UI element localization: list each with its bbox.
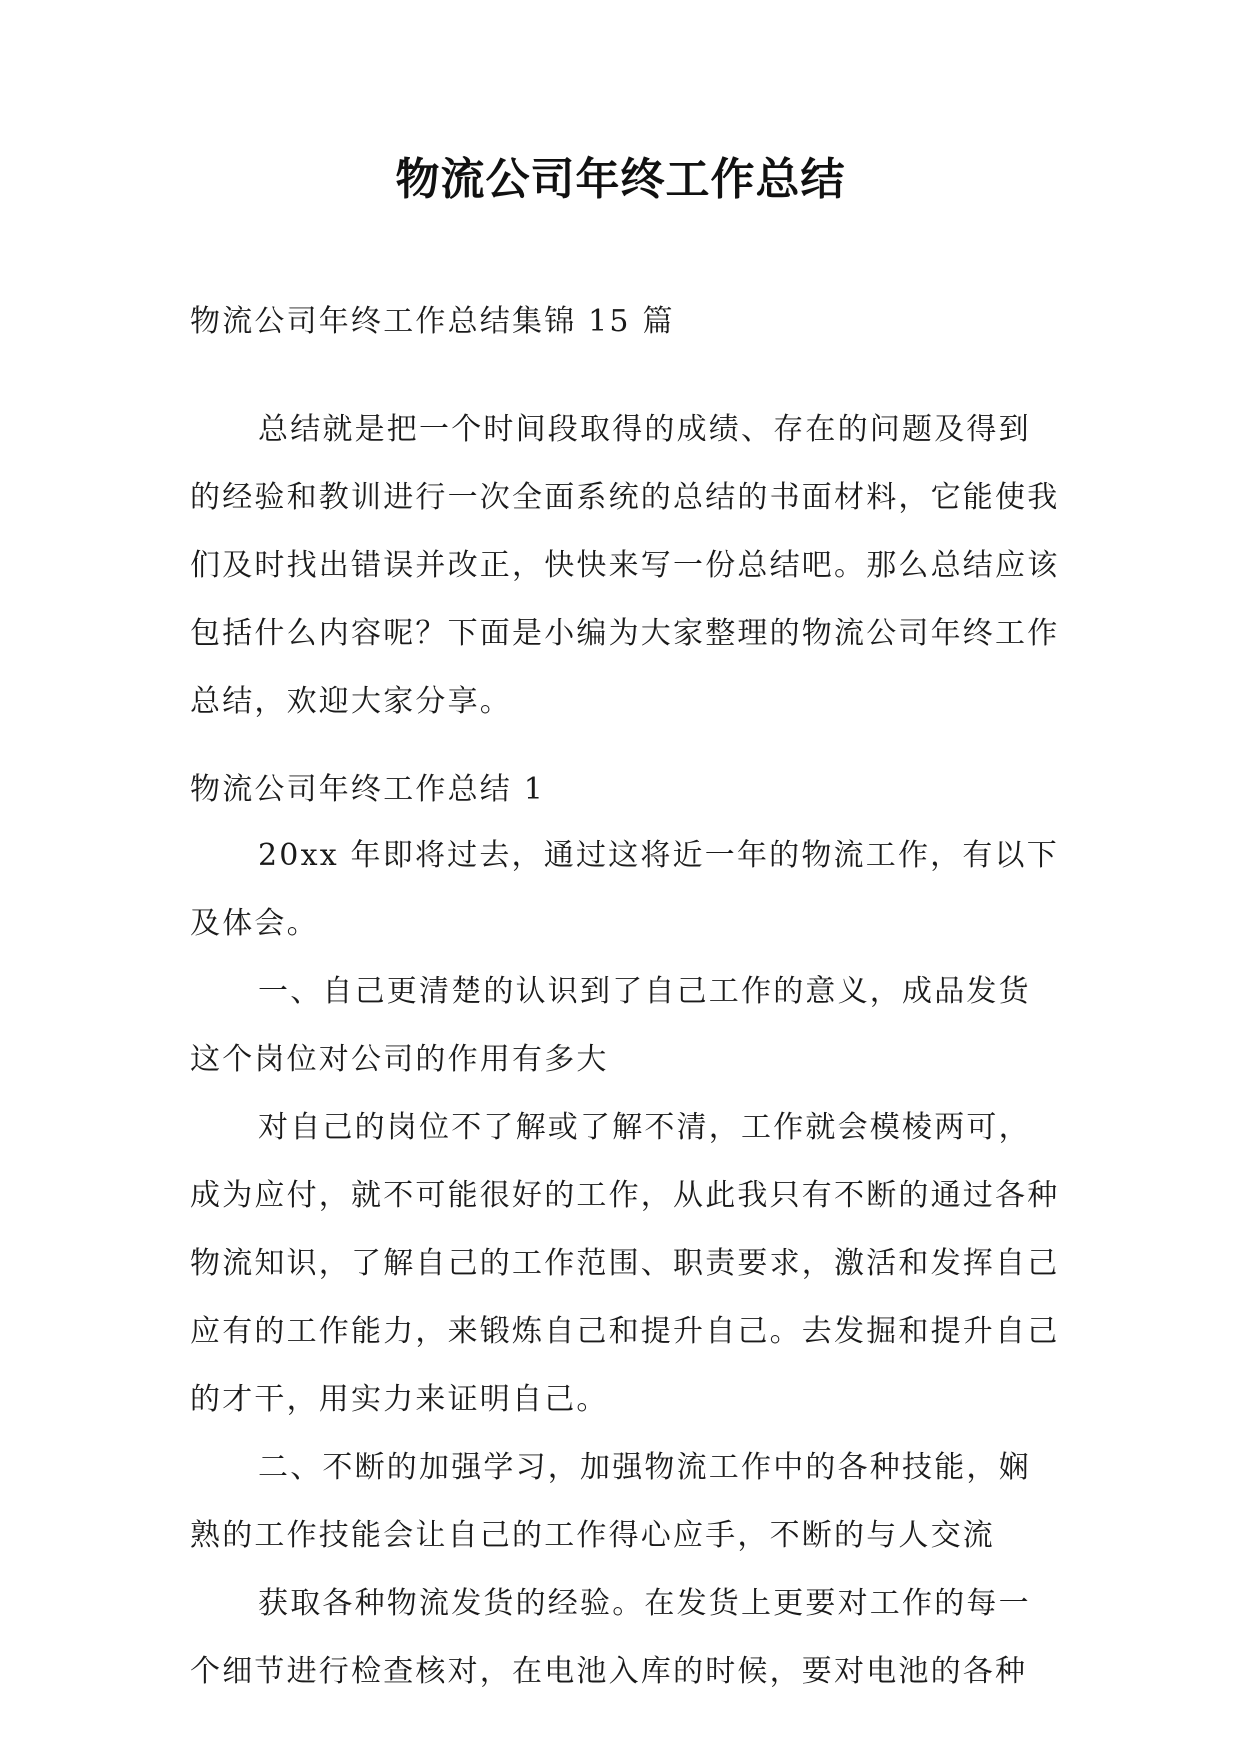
paragraph: 一、自己更清楚的认识到了自己工作的意义，成品发货这个岗位对公司的作用有多大: [190, 974, 1031, 1077]
section-heading: 物流公司年终工作总结 1: [190, 772, 546, 807]
paragraph: 对自己的岗位不了解或了解不清，工作就会模棱两可，成为应付，就不可能很好的工作，从此我只有不断的通过各种物流知识，了解自己的工作范围、职责要求，激活和发挥自己应有的工作能力，来锻炼自己和提升自己。去发掘和提升自己的才干，用实力来证明自己。: [190, 1110, 1060, 1417]
section-content: [190, 822, 1060, 1706]
document-subtitle: 物流公司年终工作总结集锦 15 篇: [190, 304, 675, 339]
paragraph: 获取各种物流发货的经验。在发货上更要对工作的每一个细节进行检查核对，在电池入库的时候，要对电池的各种: [190, 1586, 1031, 1689]
paragraph: 20xx 年即将过去，通过这将近一年的物流工作，有以下及体会。: [190, 838, 1059, 941]
paragraph: 二、不断的加强学习，加强物流工作中的各种技能，娴熟的工作技能会让自己的工作得心应手，不断的与人交流: [190, 1450, 1031, 1553]
document-title: 物流公司年终工作总结: [395, 154, 846, 205]
intro-paragraph: 总结就是把一个时间段取得的成绩、存在的问题及得到的经验和教训进行一次全面系统的总结的书面材料，它能使我们及时找出错误并改正，快快来写一份总结吧。那么总结应该包括什么内容呢？下面是小编为大家整理的物流公司年终工作总结，欢迎大家分享。: [190, 412, 1060, 719]
